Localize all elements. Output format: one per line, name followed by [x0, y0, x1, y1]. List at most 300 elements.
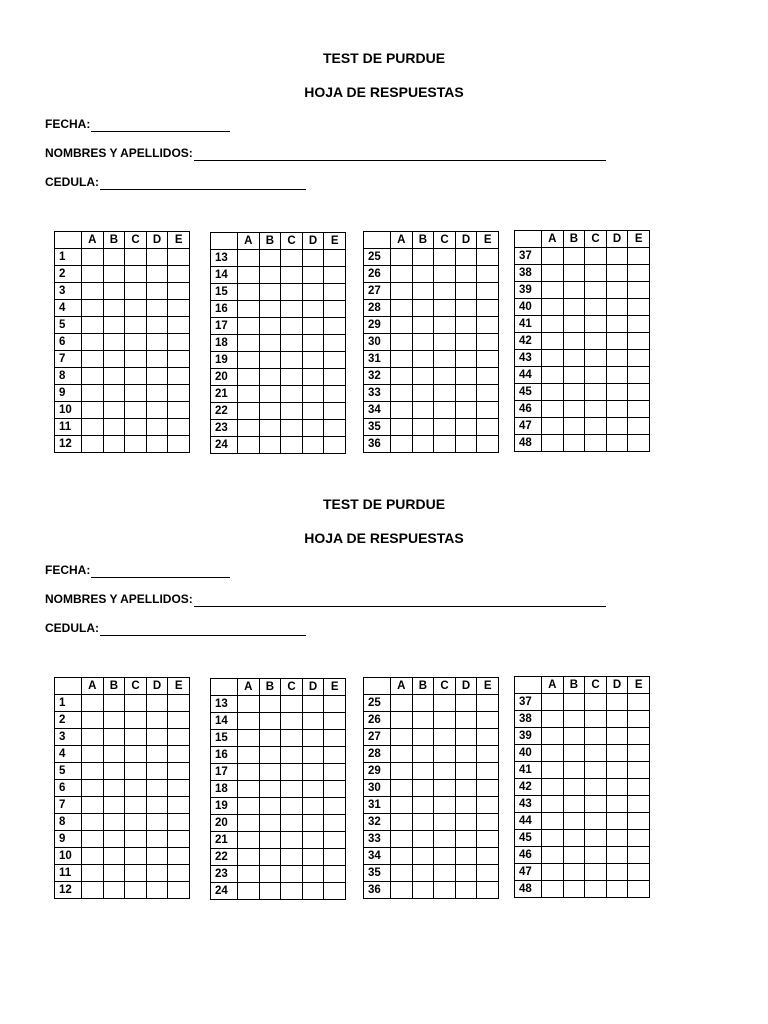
answer-cell[interactable]	[606, 711, 628, 728]
answer-cell[interactable]	[563, 384, 585, 401]
answer-cell[interactable]	[412, 695, 434, 712]
answer-cell[interactable]	[412, 865, 434, 882]
answer-cell[interactable]	[238, 386, 260, 403]
answer-cell[interactable]	[563, 316, 585, 333]
answer-cell[interactable]	[238, 798, 260, 815]
answer-cell[interactable]	[606, 813, 628, 830]
answer-cell[interactable]	[125, 814, 147, 831]
answer-cell[interactable]	[563, 813, 585, 830]
answer-cell[interactable]	[628, 762, 650, 779]
answer-cell[interactable]	[82, 729, 104, 746]
answer-cell[interactable]	[391, 351, 413, 368]
answer-cell[interactable]	[585, 299, 607, 316]
answer-cell[interactable]	[82, 419, 104, 436]
answer-cell[interactable]	[281, 798, 303, 815]
answer-cell[interactable]	[259, 267, 281, 284]
answer-cell[interactable]	[168, 746, 190, 763]
answer-cell[interactable]	[146, 746, 168, 763]
answer-cell[interactable]	[168, 763, 190, 780]
answer-cell[interactable]	[146, 402, 168, 419]
answer-cell[interactable]	[103, 814, 125, 831]
answer-cell[interactable]	[391, 266, 413, 283]
answer-cell[interactable]	[391, 300, 413, 317]
answer-cell[interactable]	[628, 367, 650, 384]
answer-cell[interactable]	[391, 385, 413, 402]
answer-cell[interactable]	[168, 368, 190, 385]
answer-cell[interactable]	[281, 883, 303, 900]
answer-cell[interactable]	[391, 249, 413, 266]
answer-cell[interactable]	[324, 747, 346, 764]
answer-cell[interactable]	[82, 746, 104, 763]
answer-cell[interactable]	[412, 368, 434, 385]
answer-cell[interactable]	[563, 333, 585, 350]
answer-cell[interactable]	[302, 764, 324, 781]
answer-cell[interactable]	[412, 317, 434, 334]
answer-cell[interactable]	[281, 713, 303, 730]
answer-cell[interactable]	[628, 350, 650, 367]
answer-cell[interactable]	[628, 830, 650, 847]
answer-cell[interactable]	[125, 249, 147, 266]
answer-cell[interactable]	[628, 694, 650, 711]
answer-cell[interactable]	[434, 882, 456, 899]
answer-cell[interactable]	[628, 384, 650, 401]
answer-cell[interactable]	[82, 763, 104, 780]
answer-cell[interactable]	[585, 745, 607, 762]
answer-cell[interactable]	[281, 696, 303, 713]
answer-cell[interactable]	[82, 351, 104, 368]
answer-cell[interactable]	[125, 831, 147, 848]
answer-cell[interactable]	[606, 847, 628, 864]
answer-cell[interactable]	[146, 249, 168, 266]
answer-cell[interactable]	[434, 402, 456, 419]
answer-cell[interactable]	[606, 694, 628, 711]
answer-cell[interactable]	[628, 299, 650, 316]
answer-cell[interactable]	[585, 779, 607, 796]
answer-cell[interactable]	[628, 282, 650, 299]
answer-cell[interactable]	[302, 730, 324, 747]
answer-cell[interactable]	[259, 403, 281, 420]
answer-cell[interactable]	[302, 284, 324, 301]
answer-cell[interactable]	[259, 764, 281, 781]
answer-cell[interactable]	[542, 762, 564, 779]
answer-cell[interactable]	[238, 284, 260, 301]
answer-cell[interactable]	[302, 301, 324, 318]
answer-cell[interactable]	[103, 729, 125, 746]
answer-cell[interactable]	[412, 385, 434, 402]
answer-cell[interactable]	[168, 865, 190, 882]
answer-cell[interactable]	[146, 385, 168, 402]
answer-cell[interactable]	[281, 386, 303, 403]
answer-cell[interactable]	[146, 882, 168, 899]
answer-cell[interactable]	[103, 266, 125, 283]
answer-cell[interactable]	[82, 797, 104, 814]
cedula-blank-line[interactable]	[100, 177, 306, 190]
answer-cell[interactable]	[324, 420, 346, 437]
answer-cell[interactable]	[238, 301, 260, 318]
answer-cell[interactable]	[477, 419, 499, 436]
answer-cell[interactable]	[391, 729, 413, 746]
answer-cell[interactable]	[606, 333, 628, 350]
answer-cell[interactable]	[542, 367, 564, 384]
answer-cell[interactable]	[542, 830, 564, 847]
answer-cell[interactable]	[125, 746, 147, 763]
answer-cell[interactable]	[146, 797, 168, 814]
answer-cell[interactable]	[455, 882, 477, 899]
answer-cell[interactable]	[391, 848, 413, 865]
cedula-blank-line[interactable]	[100, 623, 306, 636]
answer-cell[interactable]	[103, 746, 125, 763]
answer-cell[interactable]	[455, 368, 477, 385]
answer-cell[interactable]	[455, 780, 477, 797]
answer-cell[interactable]	[391, 419, 413, 436]
answer-cell[interactable]	[391, 334, 413, 351]
answer-cell[interactable]	[563, 830, 585, 847]
answer-cell[interactable]	[302, 386, 324, 403]
answer-cell[interactable]	[563, 762, 585, 779]
answer-cell[interactable]	[168, 334, 190, 351]
answer-cell[interactable]	[455, 283, 477, 300]
answer-cell[interactable]	[606, 350, 628, 367]
answer-cell[interactable]	[477, 712, 499, 729]
answer-cell[interactable]	[585, 694, 607, 711]
answer-cell[interactable]	[82, 402, 104, 419]
answer-cell[interactable]	[477, 317, 499, 334]
answer-cell[interactable]	[281, 866, 303, 883]
answer-cell[interactable]	[103, 865, 125, 882]
answer-cell[interactable]	[477, 368, 499, 385]
answer-cell[interactable]	[168, 266, 190, 283]
answer-cell[interactable]	[281, 730, 303, 747]
answer-cell[interactable]	[477, 729, 499, 746]
answer-cell[interactable]	[302, 369, 324, 386]
answer-cell[interactable]	[281, 301, 303, 318]
answer-cell[interactable]	[477, 831, 499, 848]
answer-cell[interactable]	[125, 848, 147, 865]
answer-cell[interactable]	[434, 317, 456, 334]
answer-cell[interactable]	[434, 385, 456, 402]
answer-cell[interactable]	[434, 848, 456, 865]
answer-cell[interactable]	[455, 848, 477, 865]
answer-cell[interactable]	[238, 781, 260, 798]
answer-cell[interactable]	[281, 352, 303, 369]
answer-cell[interactable]	[412, 283, 434, 300]
answer-cell[interactable]	[103, 695, 125, 712]
answer-cell[interactable]	[238, 420, 260, 437]
answer-cell[interactable]	[125, 797, 147, 814]
answer-cell[interactable]	[125, 402, 147, 419]
answer-cell[interactable]	[434, 695, 456, 712]
answer-cell[interactable]	[324, 832, 346, 849]
answer-cell[interactable]	[455, 746, 477, 763]
answer-cell[interactable]	[302, 403, 324, 420]
answer-cell[interactable]	[606, 401, 628, 418]
answer-cell[interactable]	[302, 267, 324, 284]
answer-cell[interactable]	[628, 779, 650, 796]
answer-cell[interactable]	[585, 813, 607, 830]
answer-cell[interactable]	[125, 283, 147, 300]
answer-cell[interactable]	[238, 267, 260, 284]
answer-cell[interactable]	[606, 864, 628, 881]
answer-cell[interactable]	[585, 367, 607, 384]
answer-cell[interactable]	[434, 746, 456, 763]
answer-cell[interactable]	[606, 299, 628, 316]
answer-cell[interactable]	[324, 335, 346, 352]
answer-cell[interactable]	[477, 746, 499, 763]
answer-cell[interactable]	[259, 386, 281, 403]
answer-cell[interactable]	[412, 763, 434, 780]
answer-cell[interactable]	[82, 385, 104, 402]
answer-cell[interactable]	[606, 830, 628, 847]
answer-cell[interactable]	[125, 729, 147, 746]
answer-cell[interactable]	[391, 402, 413, 419]
answer-cell[interactable]	[606, 265, 628, 282]
answer-cell[interactable]	[434, 712, 456, 729]
answer-cell[interactable]	[434, 266, 456, 283]
answer-cell[interactable]	[146, 729, 168, 746]
answer-cell[interactable]	[324, 798, 346, 815]
answer-cell[interactable]	[82, 882, 104, 899]
answer-cell[interactable]	[542, 694, 564, 711]
answer-cell[interactable]	[324, 352, 346, 369]
answer-cell[interactable]	[563, 728, 585, 745]
answer-cell[interactable]	[542, 316, 564, 333]
answer-cell[interactable]	[238, 730, 260, 747]
answer-cell[interactable]	[563, 265, 585, 282]
answer-cell[interactable]	[146, 831, 168, 848]
answer-cell[interactable]	[434, 763, 456, 780]
answer-cell[interactable]	[542, 711, 564, 728]
answer-cell[interactable]	[412, 712, 434, 729]
answer-cell[interactable]	[103, 882, 125, 899]
answer-cell[interactable]	[391, 763, 413, 780]
answer-cell[interactable]	[238, 696, 260, 713]
answer-cell[interactable]	[259, 883, 281, 900]
answer-cell[interactable]	[281, 267, 303, 284]
answer-cell[interactable]	[434, 729, 456, 746]
answer-cell[interactable]	[563, 401, 585, 418]
answer-cell[interactable]	[628, 864, 650, 881]
answer-cell[interactable]	[391, 368, 413, 385]
answer-cell[interactable]	[477, 865, 499, 882]
answer-cell[interactable]	[82, 317, 104, 334]
answer-cell[interactable]	[542, 881, 564, 898]
answer-cell[interactable]	[585, 728, 607, 745]
answer-cell[interactable]	[324, 849, 346, 866]
answer-cell[interactable]	[477, 763, 499, 780]
answer-cell[interactable]	[103, 317, 125, 334]
answer-cell[interactable]	[146, 695, 168, 712]
answer-cell[interactable]	[146, 283, 168, 300]
answer-cell[interactable]	[477, 848, 499, 865]
answer-cell[interactable]	[563, 350, 585, 367]
answer-cell[interactable]	[259, 815, 281, 832]
answer-cell[interactable]	[82, 283, 104, 300]
answer-cell[interactable]	[412, 334, 434, 351]
answer-cell[interactable]	[238, 369, 260, 386]
answer-cell[interactable]	[412, 746, 434, 763]
answer-cell[interactable]	[563, 847, 585, 864]
answer-cell[interactable]	[103, 351, 125, 368]
answer-cell[interactable]	[585, 418, 607, 435]
answer-cell[interactable]	[281, 781, 303, 798]
answer-cell[interactable]	[412, 848, 434, 865]
answer-cell[interactable]	[434, 300, 456, 317]
answer-cell[interactable]	[391, 746, 413, 763]
answer-cell[interactable]	[302, 318, 324, 335]
answer-cell[interactable]	[563, 745, 585, 762]
answer-cell[interactable]	[606, 418, 628, 435]
answer-cell[interactable]	[455, 831, 477, 848]
answer-cell[interactable]	[455, 729, 477, 746]
answer-cell[interactable]	[259, 284, 281, 301]
answer-cell[interactable]	[585, 401, 607, 418]
answer-cell[interactable]	[628, 265, 650, 282]
answer-cell[interactable]	[302, 832, 324, 849]
answer-cell[interactable]	[238, 250, 260, 267]
answer-cell[interactable]	[302, 798, 324, 815]
answer-cell[interactable]	[324, 301, 346, 318]
answer-cell[interactable]	[542, 779, 564, 796]
answer-cell[interactable]	[238, 335, 260, 352]
answer-cell[interactable]	[455, 266, 477, 283]
answer-cell[interactable]	[302, 866, 324, 883]
answer-cell[interactable]	[82, 865, 104, 882]
answer-cell[interactable]	[324, 369, 346, 386]
answer-cell[interactable]	[238, 713, 260, 730]
answer-cell[interactable]	[103, 402, 125, 419]
answer-cell[interactable]	[606, 762, 628, 779]
answer-cell[interactable]	[412, 882, 434, 899]
answer-cell[interactable]	[146, 814, 168, 831]
answer-cell[interactable]	[606, 384, 628, 401]
answer-cell[interactable]	[168, 797, 190, 814]
answer-cell[interactable]	[238, 866, 260, 883]
answer-cell[interactable]	[103, 763, 125, 780]
answer-cell[interactable]	[628, 847, 650, 864]
answer-cell[interactable]	[391, 814, 413, 831]
answer-cell[interactable]	[585, 864, 607, 881]
answer-cell[interactable]	[103, 712, 125, 729]
answer-cell[interactable]	[628, 316, 650, 333]
answer-cell[interactable]	[391, 797, 413, 814]
answer-cell[interactable]	[542, 864, 564, 881]
answer-cell[interactable]	[324, 781, 346, 798]
answer-cell[interactable]	[585, 830, 607, 847]
answer-cell[interactable]	[434, 249, 456, 266]
answer-cell[interactable]	[542, 333, 564, 350]
answer-cell[interactable]	[434, 865, 456, 882]
answer-cell[interactable]	[259, 301, 281, 318]
answer-cell[interactable]	[412, 300, 434, 317]
answer-cell[interactable]	[281, 284, 303, 301]
answer-cell[interactable]	[302, 815, 324, 832]
answer-cell[interactable]	[628, 418, 650, 435]
answer-cell[interactable]	[455, 797, 477, 814]
nombres-blank-line[interactable]	[194, 148, 606, 161]
answer-cell[interactable]	[168, 351, 190, 368]
answer-cell[interactable]	[168, 729, 190, 746]
answer-cell[interactable]	[434, 831, 456, 848]
answer-cell[interactable]	[455, 300, 477, 317]
answer-cell[interactable]	[103, 780, 125, 797]
answer-cell[interactable]	[146, 300, 168, 317]
answer-cell[interactable]	[259, 849, 281, 866]
answer-cell[interactable]	[324, 730, 346, 747]
answer-cell[interactable]	[563, 711, 585, 728]
answer-cell[interactable]	[542, 350, 564, 367]
answer-cell[interactable]	[585, 881, 607, 898]
answer-cell[interactable]	[563, 418, 585, 435]
answer-cell[interactable]	[146, 865, 168, 882]
answer-cell[interactable]	[434, 283, 456, 300]
answer-cell[interactable]	[542, 384, 564, 401]
answer-cell[interactable]	[324, 866, 346, 883]
answer-cell[interactable]	[103, 831, 125, 848]
answer-cell[interactable]	[606, 282, 628, 299]
answer-cell[interactable]	[585, 265, 607, 282]
answer-cell[interactable]	[103, 797, 125, 814]
answer-cell[interactable]	[477, 300, 499, 317]
answer-cell[interactable]	[146, 848, 168, 865]
answer-cell[interactable]	[542, 299, 564, 316]
answer-cell[interactable]	[542, 418, 564, 435]
answer-cell[interactable]	[82, 695, 104, 712]
answer-cell[interactable]	[606, 367, 628, 384]
answer-cell[interactable]	[281, 815, 303, 832]
answer-cell[interactable]	[82, 266, 104, 283]
answer-cell[interactable]	[238, 832, 260, 849]
answer-cell[interactable]	[238, 849, 260, 866]
answer-cell[interactable]	[434, 368, 456, 385]
answer-cell[interactable]	[542, 265, 564, 282]
answer-cell[interactable]	[412, 814, 434, 831]
answer-cell[interactable]	[259, 352, 281, 369]
answer-cell[interactable]	[542, 248, 564, 265]
answer-cell[interactable]	[125, 334, 147, 351]
answer-cell[interactable]	[585, 333, 607, 350]
answer-cell[interactable]	[146, 334, 168, 351]
answer-cell[interactable]	[125, 266, 147, 283]
nombres-blank-line[interactable]	[194, 594, 606, 607]
answer-cell[interactable]	[238, 815, 260, 832]
answer-cell[interactable]	[324, 713, 346, 730]
answer-cell[interactable]	[628, 711, 650, 728]
answer-cell[interactable]	[146, 368, 168, 385]
answer-cell[interactable]	[412, 351, 434, 368]
answer-cell[interactable]	[302, 713, 324, 730]
answer-cell[interactable]	[628, 745, 650, 762]
answer-cell[interactable]	[412, 797, 434, 814]
answer-cell[interactable]	[412, 780, 434, 797]
answer-cell[interactable]	[281, 403, 303, 420]
answer-cell[interactable]	[324, 403, 346, 420]
answer-cell[interactable]	[391, 831, 413, 848]
answer-cell[interactable]	[103, 385, 125, 402]
answer-cell[interactable]	[455, 712, 477, 729]
answer-cell[interactable]	[585, 350, 607, 367]
answer-cell[interactable]	[259, 832, 281, 849]
answer-cell[interactable]	[563, 864, 585, 881]
answer-cell[interactable]	[477, 882, 499, 899]
answer-cell[interactable]	[168, 882, 190, 899]
answer-cell[interactable]	[302, 747, 324, 764]
answer-cell[interactable]	[281, 250, 303, 267]
answer-cell[interactable]	[455, 334, 477, 351]
answer-cell[interactable]	[585, 762, 607, 779]
answer-cell[interactable]	[412, 831, 434, 848]
answer-cell[interactable]	[281, 764, 303, 781]
answer-cell[interactable]	[563, 282, 585, 299]
